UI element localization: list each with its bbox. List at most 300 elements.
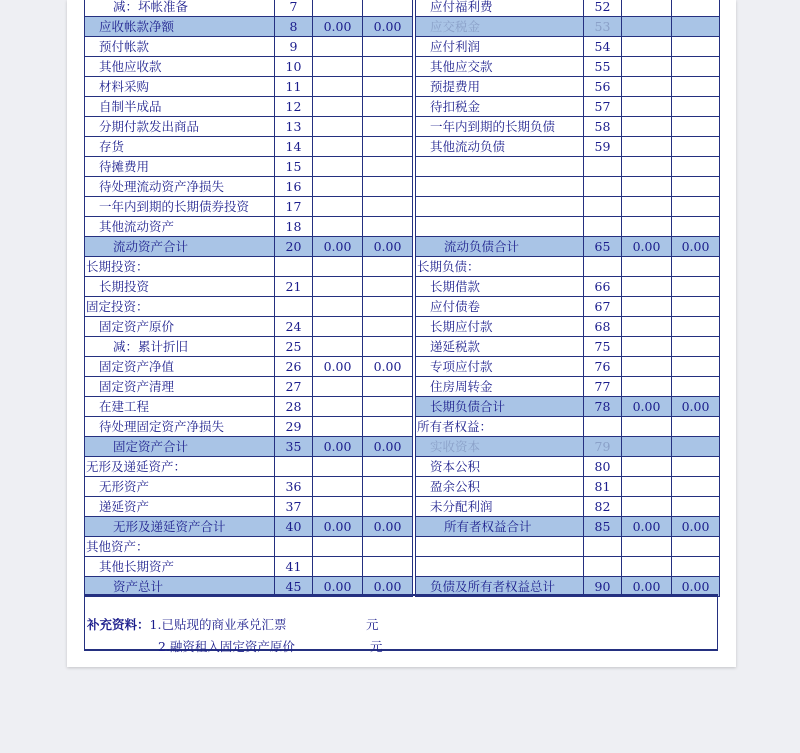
liability-closing-value-cell[interactable] (672, 177, 720, 197)
asset-closing-value-cell[interactable] (363, 277, 413, 297)
liability-closing-value-cell[interactable] (672, 217, 720, 237)
asset-opening-value-cell[interactable] (313, 337, 363, 357)
asset-label-cell[interactable] (85, 397, 275, 417)
liability-label-cell[interactable] (416, 477, 584, 497)
liability-opening-value-cell-text: 0.00 (632, 519, 661, 534)
liability-opening-value-cell[interactable] (622, 37, 672, 57)
liability-label-cell-text: 长期负债合计 (430, 399, 506, 414)
asset-label-cell[interactable] (85, 37, 275, 57)
liability-row-number-cell[interactable] (584, 497, 622, 517)
asset-closing-value-cell[interactable] (363, 217, 413, 237)
liability-opening-value-cell[interactable] (622, 17, 672, 37)
asset-row-number-cell-text: 45 (285, 579, 302, 594)
liability-label-cell[interactable] (416, 17, 584, 37)
asset-closing-value-cell[interactable] (363, 357, 413, 377)
liability-label-cell[interactable] (416, 457, 584, 477)
liability-row-number-cell[interactable] (584, 217, 622, 237)
liability-closing-value-cell[interactable] (672, 457, 720, 477)
asset-closing-value-cell[interactable] (363, 417, 413, 437)
asset-label-cell[interactable] (85, 457, 275, 477)
table-row (85, 417, 720, 437)
asset-closing-value-cell[interactable] (363, 457, 413, 477)
asset-label-cell[interactable] (85, 417, 275, 437)
asset-label-cell[interactable] (85, 357, 275, 377)
asset-row-number-cell[interactable] (275, 137, 313, 157)
asset-label-cell-text: 材料采购 (99, 79, 150, 94)
asset-row-number-cell[interactable] (275, 117, 313, 137)
liability-opening-value-cell[interactable] (622, 137, 672, 157)
liability-row-number-cell-text: 54 (594, 39, 611, 54)
asset-label-cell[interactable] (85, 57, 275, 77)
asset-opening-value-cell[interactable] (313, 277, 363, 297)
balance-sheet-table (84, 0, 720, 597)
liability-closing-value-cell[interactable] (672, 77, 720, 97)
asset-label-cell-text: 流动资产合计 (113, 239, 189, 254)
asset-opening-value-cell[interactable] (313, 537, 363, 557)
asset-row-number-cell-text: 29 (285, 419, 302, 434)
asset-closing-value-cell[interactable] (363, 57, 413, 77)
asset-label-cell-text: 分期付款发出商品 (99, 119, 200, 134)
asset-opening-value-cell[interactable] (313, 377, 363, 397)
asset-opening-value-cell[interactable] (313, 0, 363, 17)
asset-label-cell-text: 固定资产合计 (113, 439, 189, 454)
liability-closing-value-cell[interactable] (672, 0, 720, 17)
liability-row-number-cell[interactable] (584, 137, 622, 157)
liability-row-number-cell-text: 75 (594, 339, 611, 354)
asset-closing-value-cell[interactable] (363, 377, 413, 397)
liability-label-cell[interactable] (416, 177, 584, 197)
asset-label-cell[interactable] (85, 177, 275, 197)
liability-opening-value-cell[interactable] (622, 297, 672, 317)
liability-row-number-cell[interactable] (584, 157, 622, 177)
supplementary-info (84, 594, 718, 654)
asset-row-number-cell[interactable] (275, 277, 313, 297)
table-row (85, 437, 720, 457)
asset-opening-value-cell[interactable] (313, 417, 363, 437)
asset-row-number-cell-text: 21 (285, 279, 302, 294)
asset-row-number-cell[interactable] (275, 17, 313, 37)
asset-closing-value-cell[interactable] (363, 157, 413, 177)
asset-opening-value-cell[interactable] (313, 357, 363, 377)
asset-opening-value-cell[interactable] (313, 17, 363, 37)
liability-row-number-cell[interactable] (584, 177, 622, 197)
asset-label-cell-text: 预付帐款 (99, 39, 150, 54)
asset-row-number-cell[interactable] (275, 357, 313, 377)
liability-row-number-cell[interactable] (584, 557, 622, 577)
liability-label-cell[interactable] (416, 377, 584, 397)
liability-row-number-cell[interactable] (584, 357, 622, 377)
liability-opening-value-cell[interactable] (622, 537, 672, 557)
liability-label-cell[interactable] (416, 157, 584, 177)
liability-label-cell[interactable] (416, 117, 584, 137)
asset-label-cell[interactable] (85, 97, 275, 117)
liability-closing-value-cell[interactable] (672, 137, 720, 157)
liability-label-cell[interactable] (416, 237, 584, 257)
liability-closing-value-cell[interactable] (672, 477, 720, 497)
asset-label-cell[interactable] (85, 257, 275, 277)
asset-opening-value-cell[interactable] (313, 237, 363, 257)
liability-row-number-cell[interactable] (584, 277, 622, 297)
table-row (85, 497, 720, 517)
liability-closing-value-cell[interactable] (672, 297, 720, 317)
liability-row-number-cell[interactable] (584, 477, 622, 497)
liability-label-cell-text: 应付债卷 (430, 299, 481, 314)
asset-label-cell-text: 无形及递延资产： (86, 459, 187, 474)
liability-opening-value-cell[interactable] (622, 557, 672, 577)
asset-row-number-cell[interactable] (275, 177, 313, 197)
asset-row-number-cell[interactable] (275, 157, 313, 177)
supplement-title: 补充资料： (87, 617, 150, 632)
asset-row-number-cell[interactable] (275, 97, 313, 117)
liability-opening-value-cell[interactable] (622, 317, 672, 337)
asset-row-number-cell[interactable] (275, 297, 313, 317)
table-row (85, 297, 720, 317)
liability-label-cell[interactable] (416, 437, 584, 457)
asset-row-number-cell-text: 37 (285, 499, 302, 514)
liability-opening-value-cell[interactable] (622, 417, 672, 437)
asset-closing-value-cell[interactable] (363, 37, 413, 57)
asset-opening-value-cell[interactable] (313, 217, 363, 237)
liability-closing-value-cell[interactable] (672, 37, 720, 57)
liability-row-number-cell[interactable] (584, 457, 622, 477)
liability-opening-value-cell[interactable] (622, 217, 672, 237)
asset-row-number-cell[interactable] (275, 457, 313, 477)
liability-closing-value-cell[interactable] (672, 17, 720, 37)
asset-closing-value-cell[interactable] (363, 197, 413, 217)
asset-label-cell[interactable] (85, 197, 275, 217)
liability-opening-value-cell[interactable] (622, 357, 672, 377)
asset-opening-value-cell[interactable] (313, 397, 363, 417)
asset-closing-value-cell[interactable] (363, 337, 413, 357)
liability-row-number-cell[interactable] (584, 397, 622, 417)
liability-opening-value-cell[interactable] (622, 157, 672, 177)
liability-opening-value-cell[interactable] (622, 237, 672, 257)
liability-row-number-cell[interactable] (584, 77, 622, 97)
liability-row-number-cell[interactable] (584, 257, 622, 277)
liability-row-number-cell[interactable] (584, 537, 622, 557)
liability-row-number-cell[interactable] (584, 117, 622, 137)
table-row (85, 337, 720, 357)
asset-opening-value-cell[interactable] (313, 517, 363, 537)
liability-closing-value-cell[interactable] (672, 497, 720, 517)
asset-opening-value-cell[interactable] (313, 197, 363, 217)
liability-opening-value-cell[interactable] (622, 397, 672, 417)
liability-opening-value-cell[interactable] (622, 117, 672, 137)
liability-label-cell-text: 待扣税金 (430, 99, 481, 114)
liability-closing-value-cell[interactable] (672, 57, 720, 77)
asset-row-number-cell[interactable] (275, 397, 313, 417)
liability-row-number-cell[interactable] (584, 337, 622, 357)
asset-closing-value-cell[interactable] (363, 317, 413, 337)
asset-opening-value-cell[interactable] (313, 177, 363, 197)
asset-closing-value-cell[interactable] (363, 537, 413, 557)
asset-label-cell[interactable] (85, 317, 275, 337)
liability-row-number-cell[interactable] (584, 237, 622, 257)
liability-opening-value-cell[interactable] (622, 77, 672, 97)
liability-label-cell-text: 流动负债合计 (444, 239, 520, 254)
liability-label-cell[interactable] (416, 537, 584, 557)
asset-row-number-cell[interactable] (275, 197, 313, 217)
liability-opening-value-cell[interactable] (622, 517, 672, 537)
asset-opening-value-cell[interactable] (313, 57, 363, 77)
liability-label-cell[interactable] (416, 317, 584, 337)
liability-opening-value-cell[interactable] (622, 457, 672, 477)
asset-opening-value-cell[interactable] (313, 497, 363, 517)
asset-closing-value-cell[interactable] (363, 77, 413, 97)
asset-opening-value-cell[interactable] (313, 77, 363, 97)
asset-row-number-cell[interactable] (275, 57, 313, 77)
asset-row-number-cell[interactable] (275, 517, 313, 537)
liability-row-number-cell[interactable] (584, 517, 622, 537)
liability-closing-value-cell[interactable] (672, 357, 720, 377)
asset-opening-value-cell[interactable] (313, 137, 363, 157)
asset-label-cell-text: 自制半成品 (99, 99, 162, 114)
asset-row-number-cell[interactable] (275, 257, 313, 277)
table-row (85, 237, 720, 257)
asset-label-cell[interactable] (85, 237, 275, 257)
liability-row-number-cell-text: 85 (594, 519, 611, 534)
asset-opening-value-cell[interactable] (313, 97, 363, 117)
asset-opening-value-cell[interactable] (313, 457, 363, 477)
liability-label-cell[interactable] (416, 197, 584, 217)
asset-label-cell[interactable] (85, 77, 275, 97)
liability-row-number-cell[interactable] (584, 197, 622, 217)
liability-label-cell-text (416, 559, 430, 574)
liability-label-cell-text: 所有者权益合计 (444, 519, 532, 534)
asset-row-number-cell-text: 20 (285, 239, 302, 254)
liability-label-cell-text: 长期负债： (417, 259, 480, 274)
asset-closing-value-cell[interactable] (363, 397, 413, 417)
asset-label-cell[interactable] (85, 157, 275, 177)
liability-label-cell[interactable] (416, 497, 584, 517)
asset-label-cell[interactable] (85, 377, 275, 397)
liability-closing-value-cell[interactable] (672, 197, 720, 217)
liability-opening-value-cell[interactable] (622, 277, 672, 297)
asset-opening-value-cell[interactable] (313, 297, 363, 317)
asset-row-number-cell[interactable] (275, 377, 313, 397)
liability-opening-value-cell[interactable] (622, 177, 672, 197)
asset-label-cell-text: 无形及递延资产合计 (113, 519, 226, 534)
liability-row-number-cell[interactable] (584, 297, 622, 317)
liability-label-cell[interactable] (416, 277, 584, 297)
liability-row-number-cell[interactable] (584, 97, 622, 117)
liability-label-cell[interactable] (416, 257, 584, 277)
asset-row-number-cell[interactable] (275, 557, 313, 577)
liability-opening-value-cell-text: 0.00 (632, 399, 661, 414)
asset-label-cell[interactable] (85, 557, 275, 577)
liability-closing-value-cell[interactable] (672, 517, 720, 537)
asset-label-cell[interactable] (85, 277, 275, 297)
asset-row-number-cell[interactable] (275, 337, 313, 357)
asset-row-number-cell-text: 40 (285, 519, 302, 534)
asset-label-cell-text: 待处理流动资产净损失 (99, 179, 225, 194)
asset-label-cell[interactable] (85, 297, 275, 317)
liability-closing-value-cell[interactable] (672, 377, 720, 397)
asset-row-number-cell-text: 16 (285, 179, 302, 194)
asset-closing-value-cell[interactable] (363, 0, 413, 17)
liability-label-cell-text: 住房周转金 (430, 379, 493, 394)
liability-row-number-cell-text: 66 (594, 279, 611, 294)
liability-closing-value-cell[interactable] (672, 417, 720, 437)
asset-row-number-cell-text: 8 (289, 19, 298, 34)
liability-row-number-cell[interactable] (584, 437, 622, 457)
liability-opening-value-cell[interactable] (622, 437, 672, 457)
liability-label-cell[interactable] (416, 37, 584, 57)
liability-label-cell[interactable] (416, 417, 584, 437)
asset-row-number-cell[interactable] (275, 537, 313, 557)
asset-label-cell-text: 长期投资 (99, 279, 150, 294)
asset-row-number-cell[interactable] (275, 437, 313, 457)
asset-opening-value-cell[interactable] (313, 317, 363, 337)
asset-label-cell[interactable] (85, 17, 275, 37)
liability-row-number-cell-text: 57 (594, 99, 611, 114)
liability-closing-value-cell[interactable] (672, 397, 720, 417)
liability-label-cell[interactable] (416, 297, 584, 317)
asset-closing-value-cell[interactable] (363, 117, 413, 137)
asset-label-cell[interactable] (85, 517, 275, 537)
liability-closing-value-cell-text: 0.00 (681, 239, 710, 254)
asset-label-cell[interactable] (85, 217, 275, 237)
supplement-item-1: 1.已贴现的商业承兑汇票 (149, 617, 287, 632)
liability-row-number-cell-text: 58 (594, 119, 611, 134)
liability-label-cell[interactable] (416, 137, 584, 157)
liability-closing-value-cell[interactable] (672, 557, 720, 577)
liability-row-number-cell[interactable] (584, 317, 622, 337)
asset-label-cell[interactable] (85, 537, 275, 557)
liability-opening-value-cell[interactable] (622, 477, 672, 497)
asset-opening-value-cell[interactable] (313, 257, 363, 277)
liability-opening-value-cell[interactable] (622, 337, 672, 357)
table-row (85, 197, 720, 217)
liability-opening-value-cell-text: 0.00 (632, 579, 661, 594)
liability-label-cell[interactable] (416, 337, 584, 357)
asset-label-cell-text: 无形资产 (99, 479, 150, 494)
asset-label-cell[interactable] (85, 337, 275, 357)
table-row (85, 477, 720, 497)
liability-row-number-cell-text: 67 (594, 299, 611, 314)
liability-row-number-cell-text: 80 (594, 459, 611, 474)
asset-closing-value-cell[interactable] (363, 297, 413, 317)
asset-opening-value-cell[interactable] (313, 37, 363, 57)
asset-label-cell-text: 递延资产 (99, 499, 150, 514)
asset-row-number-cell[interactable] (275, 417, 313, 437)
liability-label-cell[interactable] (416, 77, 584, 97)
liability-closing-value-cell[interactable] (672, 97, 720, 117)
liability-opening-value-cell[interactable] (622, 0, 672, 17)
asset-label-cell[interactable] (85, 497, 275, 517)
liability-closing-value-cell[interactable] (672, 277, 720, 297)
liability-row-number-cell-text: 56 (594, 79, 611, 94)
liability-closing-value-cell[interactable] (672, 437, 720, 457)
asset-closing-value-cell[interactable] (363, 257, 413, 277)
liability-closing-value-cell[interactable] (672, 117, 720, 137)
asset-row-number-cell-text: 12 (285, 99, 302, 114)
liability-label-cell[interactable] (416, 217, 584, 237)
asset-closing-value-cell[interactable] (363, 137, 413, 157)
liability-opening-value-cell[interactable] (622, 257, 672, 277)
liability-label-cell[interactable] (416, 397, 584, 417)
asset-opening-value-cell[interactable] (313, 437, 363, 457)
asset-row-number-cell[interactable] (275, 0, 313, 17)
asset-closing-value-cell[interactable] (363, 477, 413, 497)
liability-label-cell[interactable] (416, 557, 584, 577)
asset-closing-value-cell[interactable] (363, 557, 413, 577)
asset-closing-value-cell[interactable] (363, 437, 413, 457)
liability-row-number-cell[interactable] (584, 417, 622, 437)
liability-opening-value-cell[interactable] (622, 97, 672, 117)
asset-row-number-cell[interactable] (275, 237, 313, 257)
liability-label-cell[interactable] (416, 0, 584, 17)
liability-opening-value-cell[interactable] (622, 57, 672, 77)
asset-label-cell-text: 固定投资： (86, 299, 149, 314)
asset-row-number-cell[interactable] (275, 37, 313, 57)
liability-label-cell[interactable] (416, 57, 584, 77)
asset-opening-value-cell[interactable] (313, 557, 363, 577)
liability-row-number-cell-text: 77 (594, 379, 611, 394)
liability-closing-value-cell[interactable] (672, 237, 720, 257)
liability-closing-value-cell[interactable] (672, 157, 720, 177)
liability-row-number-cell[interactable] (584, 17, 622, 37)
liability-row-number-cell[interactable] (584, 0, 622, 17)
asset-closing-value-cell[interactable] (363, 497, 413, 517)
asset-row-number-cell[interactable] (275, 217, 313, 237)
liability-label-cell-text: 应付福利费 (430, 0, 493, 14)
asset-closing-value-cell[interactable] (363, 17, 413, 37)
asset-closing-value-cell[interactable] (363, 517, 413, 537)
liability-label-cell-text (416, 539, 430, 554)
liability-opening-value-cell[interactable] (622, 197, 672, 217)
asset-opening-value-cell[interactable] (313, 477, 363, 497)
asset-opening-value-cell[interactable] (313, 157, 363, 177)
asset-row-number-cell-text: 7 (289, 0, 298, 14)
table-row (85, 177, 720, 197)
asset-closing-value-cell[interactable] (363, 177, 413, 197)
liability-label-cell-text (416, 199, 430, 214)
liability-opening-value-cell[interactable] (622, 377, 672, 397)
liability-label-cell[interactable] (416, 517, 584, 537)
asset-opening-value-cell-text: 0.00 (323, 19, 352, 34)
asset-closing-value-cell[interactable] (363, 97, 413, 117)
asset-closing-value-cell[interactable] (363, 237, 413, 257)
asset-label-cell-text: 存货 (99, 139, 125, 154)
liability-row-number-cell[interactable] (584, 377, 622, 397)
table-row (85, 117, 720, 137)
liability-closing-value-cell[interactable] (672, 317, 720, 337)
asset-label-cell[interactable] (85, 117, 275, 137)
asset-label-cell[interactable] (85, 437, 275, 457)
asset-closing-value-cell-text: 0.00 (373, 579, 402, 594)
asset-row-number-cell[interactable] (275, 77, 313, 97)
asset-label-cell[interactable] (85, 0, 275, 17)
liability-closing-value-cell[interactable] (672, 537, 720, 557)
liability-row-number-cell-text: 78 (594, 399, 611, 414)
asset-row-number-cell-text: 9 (289, 39, 298, 54)
asset-row-number-cell[interactable] (275, 477, 313, 497)
liability-closing-value-cell[interactable] (672, 337, 720, 357)
liability-label-cell-text: 一年内到期的长期负债 (430, 119, 556, 134)
liability-label-cell[interactable] (416, 97, 584, 117)
asset-row-number-cell[interactable] (275, 317, 313, 337)
liability-closing-value-cell[interactable] (672, 257, 720, 277)
asset-label-cell[interactable] (85, 137, 275, 157)
asset-opening-value-cell[interactable] (313, 117, 363, 137)
asset-label-cell[interactable] (85, 477, 275, 497)
liability-opening-value-cell[interactable] (622, 497, 672, 517)
liability-row-number-cell[interactable] (584, 57, 622, 77)
liability-label-cell[interactable] (416, 357, 584, 377)
asset-row-number-cell[interactable] (275, 497, 313, 517)
liability-row-number-cell[interactable] (584, 37, 622, 57)
